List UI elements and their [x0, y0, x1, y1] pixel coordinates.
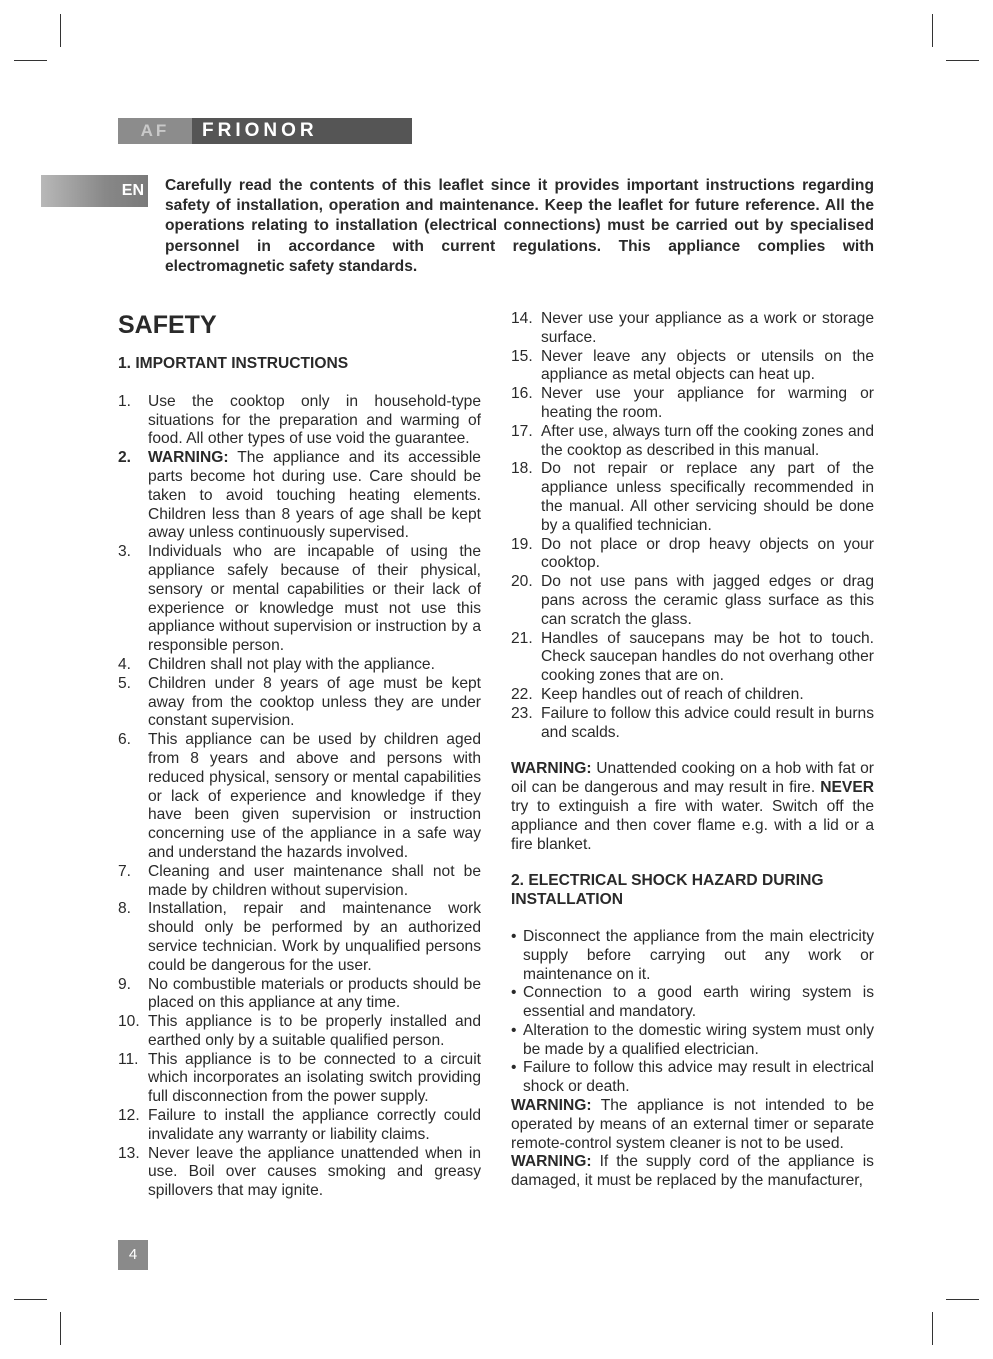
list-item: • Failure to follow this advice may result in electrical shock or death. — [511, 1059, 874, 1096]
item-text: Keep handles out of reach of children. — [541, 685, 804, 703]
brand-name: FRIONOR — [192, 118, 412, 144]
bullet-text: Disconnect the appliance from the main electricity supply before carrying out any work or maintenance on it. — [523, 927, 874, 983]
list-item: • Disconnect the appliance from the main electricity supply before carrying out any work or maintenance on it. — [511, 927, 874, 983]
list-item — [118, 1013, 481, 1051]
item-number: 19. — [511, 535, 533, 553]
item-text: Never use your appliance for warming or heating the room. — [541, 385, 874, 421]
item-number: 4. — [118, 655, 132, 673]
list-item: • Alteration to the domestic wiring system must only be made by a qualified electrician. — [511, 1021, 874, 1058]
item-number: 12. — [118, 1107, 140, 1125]
crop-mark — [946, 60, 979, 61]
item-number: 8. — [118, 900, 132, 918]
list-item — [118, 731, 481, 863]
list-item — [511, 348, 874, 386]
list-item — [511, 385, 874, 423]
warning-text: If the supply cord of the appliance is damaged, it must be replaced by the manufacturer, — [511, 1153, 874, 1190]
page-number: 4 — [118, 1240, 148, 1270]
list-item — [511, 705, 874, 743]
item-text: Never leave the appliance unattended when in use. Boil over causes smoking and greasy spillovers that may ignite. — [148, 1144, 481, 1200]
item-text: The appliance and its accessible parts become hot during use. Care should be taken to avoid touching heating elements. Children less than 8 years of age shall be kept away unless continuously supervised. — [148, 449, 481, 542]
item-number: 13. — [118, 1144, 140, 1162]
list-item — [118, 1051, 481, 1107]
warning-label: WARNING: — [511, 760, 592, 778]
list-item — [511, 686, 874, 705]
list-item — [118, 543, 481, 656]
item-text: Do not use pans with jagged edges or drag pans across the ceramic glass surface as this can scratch the glass. — [541, 573, 874, 628]
item-text: Installation, repair and maintenance work should only be performed by an authorized service technician. Work by unqualified persons could be dangerous for the user. — [148, 900, 481, 974]
item-number: 15. — [511, 347, 533, 365]
item-text: This appliance is to be connected to a circuit which incorporates an isolating switch providing full disconnection from the power supply. — [148, 1050, 481, 1106]
item-text: Handles of saucepans may be hot to touch. Check saucepan handles do not overhang other cooking zones that are on. — [541, 629, 874, 685]
electrical-hazard-heading: 2. ELECTRICAL SHOCK HAZARD DURING INSTALLATION — [511, 872, 824, 909]
item-text: This appliance is to be properly installed and earthed only by a suitable qualified person. — [148, 1013, 481, 1049]
crop-mark — [932, 14, 933, 47]
warning-label: WARNING: — [148, 449, 229, 467]
list-item — [118, 900, 481, 975]
brand-mark: AF — [118, 118, 192, 144]
crop-mark — [14, 60, 47, 61]
item-text: Never use your appliance as a work or storage surface. — [541, 310, 874, 346]
crop-mark — [932, 1312, 933, 1345]
warning-label: WARNING: — [511, 1097, 592, 1115]
list-item — [118, 1107, 481, 1145]
list-item — [118, 863, 481, 901]
list-item — [118, 976, 481, 1014]
crop-mark — [60, 1312, 61, 1345]
right-column — [511, 310, 874, 1191]
item-number: 22. — [511, 685, 533, 703]
left-column — [118, 310, 481, 1201]
never-label: NEVER — [820, 779, 874, 797]
item-number: 18. — [511, 460, 533, 478]
list-item — [511, 460, 874, 535]
item-number: 10. — [118, 1013, 140, 1031]
instructions-list-part-2 — [511, 310, 874, 742]
item-text: Cleaning and user maintenance shall not be made by children without supervision. — [148, 862, 481, 899]
item-number: 11. — [118, 1050, 139, 1068]
list-item — [511, 630, 874, 686]
crop-mark — [60, 14, 61, 47]
supply-cord-warning — [511, 1153, 874, 1191]
item-number: 16. — [511, 385, 533, 403]
fire-warning — [511, 760, 874, 854]
item-number: 9. — [118, 975, 132, 993]
item-text: After use, always turn off the cooking zones and the cooktop as described in this manual. — [541, 422, 874, 459]
list-item — [118, 656, 481, 675]
item-text: Children under 8 years of age must be kept away from the cooktop unless they are under constant supervision. — [148, 674, 481, 730]
brand-logo — [118, 118, 412, 144]
item-text: Use the cooktop only in household-type situations for the preparation and warming of food. All other types of use void the guarantee. — [148, 392, 481, 448]
crop-mark — [14, 1299, 47, 1300]
list-item — [511, 573, 874, 629]
intro-paragraph: Carefully read the contents of this leaflet since it provides important instructions regarding safety of installation, operation and maintenance. Keep the leaflet for future reference. All the operations relating to installation (electrical connections) must be carried out by specialised personnel in accordance with current regulations. This appliance complies with electromagnetic safety standards. — [165, 177, 874, 275]
list-item — [118, 1145, 481, 1201]
item-text: Failure to follow this advice could result in burns and scalds. — [541, 704, 874, 741]
item-number: 21. — [511, 629, 533, 647]
list-item — [511, 536, 874, 574]
item-number: 5. — [118, 674, 132, 692]
important-instructions-heading: 1. IMPORTANT INSTRUCTIONS — [118, 355, 349, 372]
item-number: 3. — [118, 543, 132, 561]
item-number: 1. — [118, 392, 132, 410]
list-item — [511, 310, 874, 348]
list-item — [118, 449, 481, 543]
item-text: Do not place or drop heavy objects on your cooktop. — [541, 535, 874, 572]
list-item — [118, 393, 481, 449]
warning-text: Unattended cooking on a hob with fat or oil can be dangerous and may result in fire. — [511, 760, 874, 797]
item-number: 7. — [118, 862, 132, 880]
item-number: 14. — [511, 310, 533, 327]
list-item: • Connection to a good earth wiring system is essential and mandatory. — [511, 984, 874, 1021]
item-text: Never leave any objects or utensils on the appliance as metal objects can heat up. — [541, 347, 874, 384]
item-number: 17. — [511, 422, 533, 440]
instructions-list-part-1 — [118, 393, 481, 1201]
item-text: Do not repair or replace any part of the appliance unless specifically recommended in the manual. All other servicing should be done by a qualified technician. — [541, 460, 874, 534]
bullet-text: Alteration to the domestic wiring system must only be made by a qualified electrician. — [523, 1021, 874, 1058]
item-text: Children shall not play with the appliance. — [148, 655, 435, 673]
item-text: No combustible materials or products should be placed on this appliance at any time. — [148, 975, 481, 1012]
item-text: Failure to install the appliance correctly could invalidate any warranty or liability claims. — [148, 1107, 481, 1143]
warning-text: try to extinguish a fire with water. Switch off the appliance and then cover flame e.g. with a lid or a fire blanket. — [511, 797, 874, 853]
list-item — [118, 675, 481, 731]
language-tab: EN — [41, 175, 148, 207]
item-text: This appliance can be used by children aged from 8 years and above and persons with reduced physical, sensory or mental capabilities or lack of experience and knowledge if they have been given supervision or instruction concerning use of the appliance in a safe way and understand the hazards involved. — [148, 731, 481, 861]
timer-warning — [511, 1097, 874, 1153]
item-text: Individuals who are incapable of using the appliance safely because of their physical, sensory or mental capabilities or their lack of experience or knowledge must not use this appliance without supervision or instruction by a responsible person. — [148, 543, 481, 655]
item-number: 23. — [511, 704, 533, 722]
warning-text: The appliance is not intended to be operated by means of an external timer or separate remote-control system cleaner is not to be used. — [511, 1097, 874, 1152]
electrical-bullet-list — [511, 928, 874, 1097]
list-item — [511, 423, 874, 461]
item-number: 20. — [511, 573, 533, 591]
bullet-text: Failure to follow this advice may result in electrical shock or death. — [523, 1059, 874, 1096]
warning-label: WARNING: — [511, 1153, 592, 1171]
item-number: 6. — [118, 731, 132, 749]
crop-mark — [946, 1299, 979, 1300]
item-number: 2. — [118, 449, 132, 467]
page-title: SAFETY — [118, 311, 217, 339]
bullet-text: Connection to a good earth wiring system is essential and mandatory. — [523, 984, 874, 1021]
